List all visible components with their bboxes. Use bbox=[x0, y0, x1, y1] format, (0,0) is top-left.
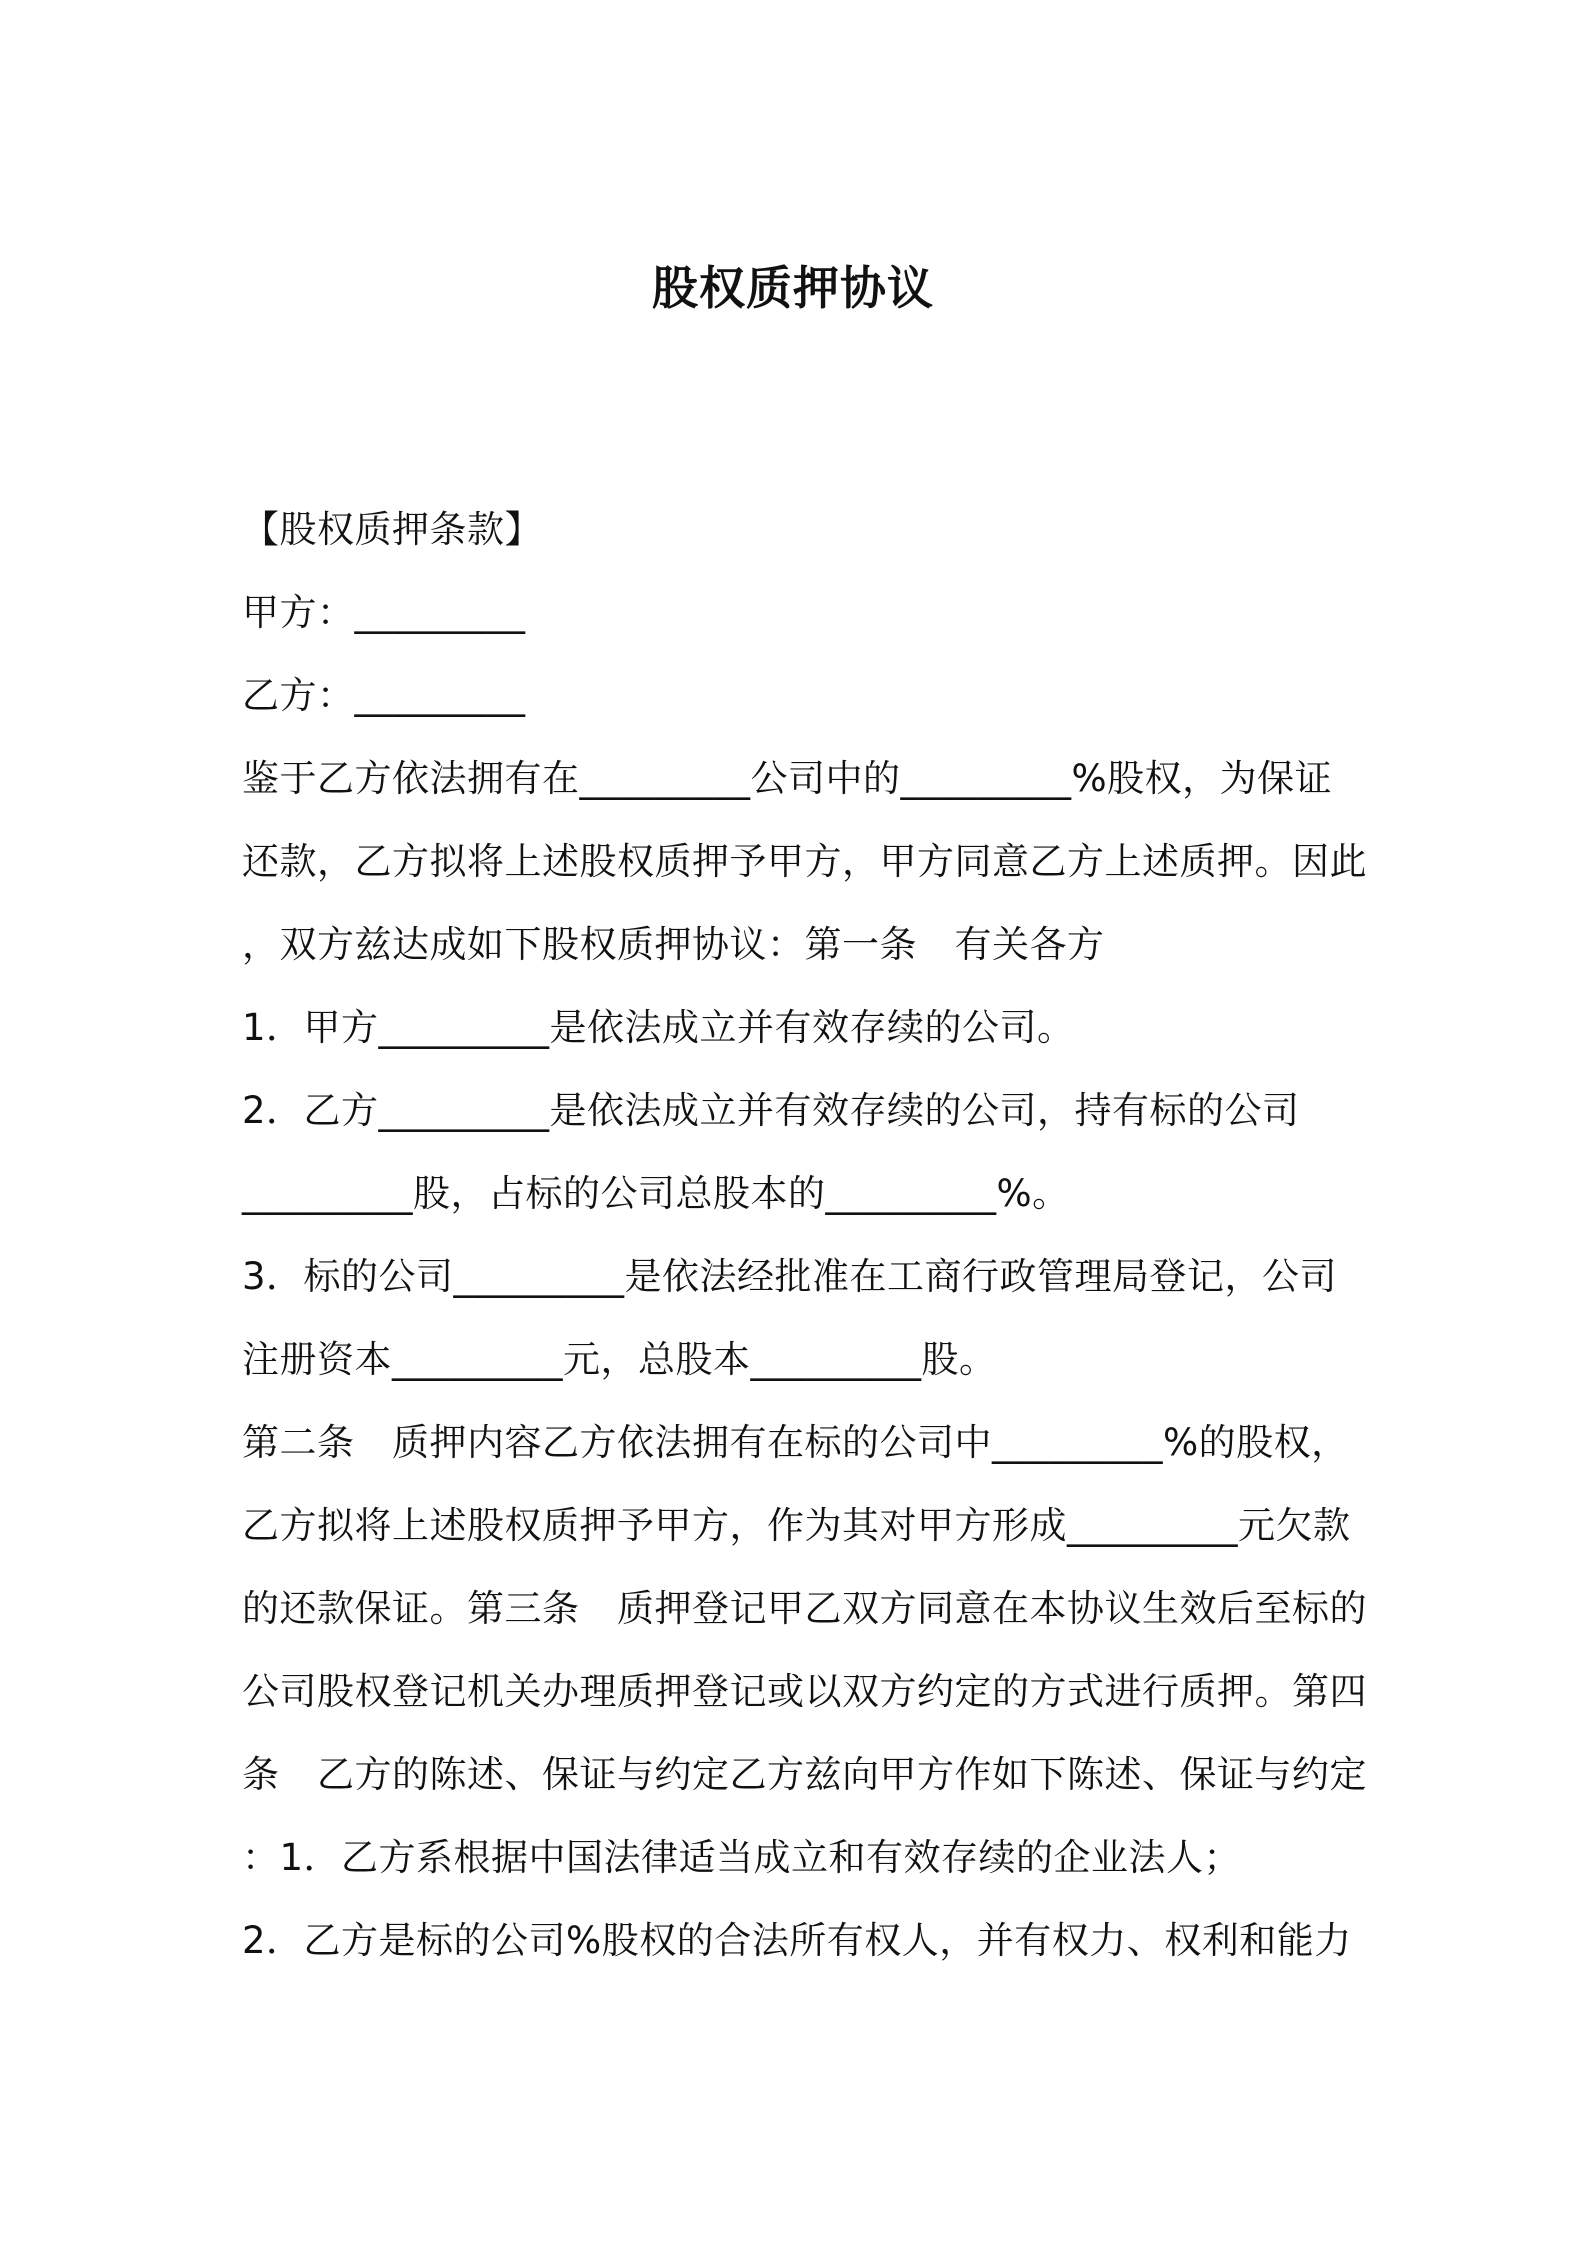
body-line: 乙方拟将上述股权质押予甲方，作为其对甲方形成_________元欠款 bbox=[242, 1504, 1351, 1547]
body-line: 2．乙方_________是依法成立并有效存续的公司，持有标的公司 bbox=[242, 1089, 1300, 1132]
body-line: ，双方兹达成如下股权质押协议：第一条 有关各方 bbox=[242, 923, 1105, 966]
document-title: 股权质押协议 bbox=[652, 261, 934, 315]
body-line: 2．乙方是标的公司%股权的合法所有权人，并有权力、权利和能力 bbox=[242, 1919, 1352, 1962]
body-line: 还款，乙方拟将上述股权质押予甲方，甲方同意乙方上述质押。因此 bbox=[242, 840, 1367, 883]
body-line: 条 乙方的陈述、保证与约定乙方兹向甲方作如下陈述、保证与约定 bbox=[242, 1753, 1367, 1796]
body-line: 1．甲方_________是依法成立并有效存续的公司。 bbox=[242, 1006, 1075, 1049]
section-heading: 【股权质押条款】 bbox=[242, 508, 542, 551]
body-line: 公司股权登记机关办理质押登记或以双方约定的方式进行质押。第四 bbox=[242, 1670, 1367, 1713]
party-b-line: 乙方：_________ bbox=[242, 674, 526, 717]
body-line: 3．标的公司_________是依法经批准在工商行政管理局登记，公司 bbox=[242, 1255, 1338, 1298]
body-line: 鉴于乙方依法拥有在_________公司中的_________%股权，为保证 bbox=[242, 757, 1333, 800]
party-a-line: 甲方：_________ bbox=[242, 591, 526, 634]
body-line: _________股，占标的公司总股本的_________%。 bbox=[242, 1172, 1070, 1215]
body-line: 注册资本_________元，总股本_________股。 bbox=[242, 1338, 997, 1381]
body-line: ：1．乙方系根据中国法律适当成立和有效存续的企业法人； bbox=[242, 1836, 1242, 1879]
body-line: 第二条 质押内容乙方依法拥有在标的公司中_________%的股权， bbox=[242, 1421, 1349, 1464]
body-line: 的还款保证。第三条 质押登记甲乙双方同意在本协议生效后至标的 bbox=[242, 1587, 1367, 1630]
